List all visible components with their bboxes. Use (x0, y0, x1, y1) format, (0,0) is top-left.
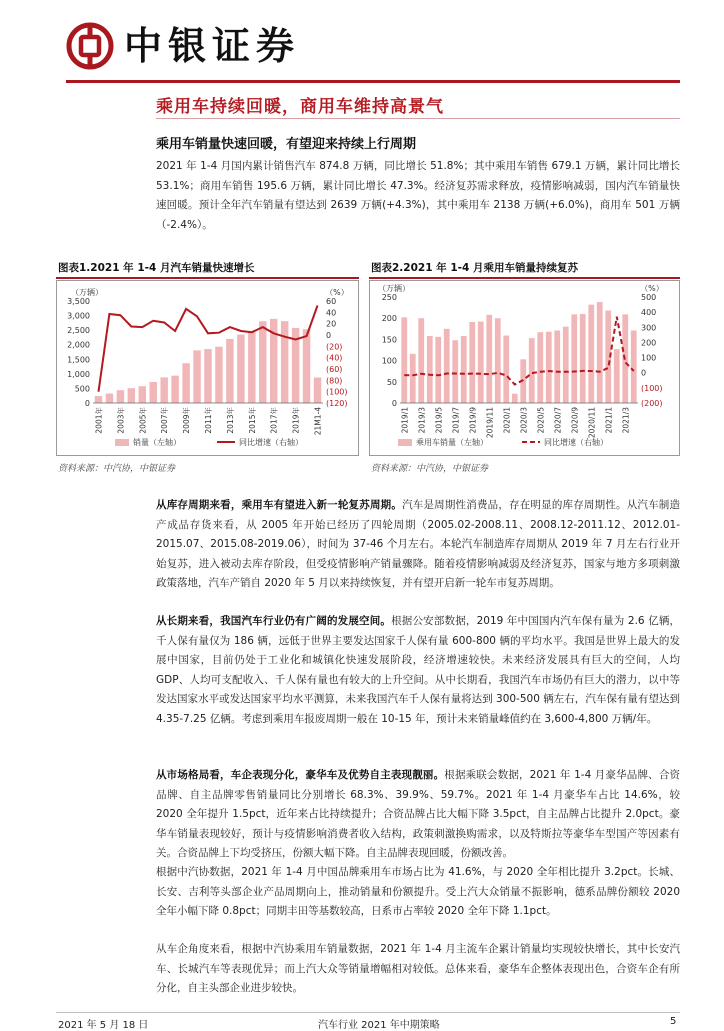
bar (259, 321, 266, 403)
right-axis-tick-label: (100) (641, 383, 663, 393)
right-axis-tick-label: (60) (326, 365, 343, 374)
x-axis-tick-label: 2005年 (138, 407, 148, 434)
page-header (66, 14, 680, 84)
right-axis-tick-label: 60 (326, 297, 337, 306)
legend-bar-label: 销量（左轴） (133, 438, 181, 447)
bar (303, 329, 310, 403)
bar (128, 388, 135, 403)
x-axis-tick-label: 2020/3 (519, 407, 529, 434)
figure-2-title: 图表2.2021 年 1-4 月乘用车销量持续复苏 (371, 262, 578, 274)
left-axis-tick-label: 2,000 (67, 340, 90, 350)
right-axis-tick-label: (200) (641, 399, 663, 408)
bar (204, 349, 211, 403)
bar (597, 302, 603, 403)
figure-2-frame (369, 280, 680, 456)
bar (563, 327, 569, 403)
header-divider (66, 80, 680, 83)
bar (182, 363, 189, 403)
bar (95, 396, 102, 403)
left-axis-tick-label: 200 (381, 314, 397, 324)
bar (117, 390, 124, 403)
figure-1-rule (56, 277, 359, 279)
left-axis-tick-label: 2,500 (67, 326, 90, 336)
bar (452, 340, 458, 403)
left-axis-unit: （万辆） (378, 284, 410, 293)
legend-bar-swatch (398, 439, 412, 446)
bar (427, 336, 433, 403)
paragraph-inventory-cycle (156, 496, 680, 594)
bar (503, 336, 509, 403)
subheading: 乘用车销量快速回暖，有望迎来持续上行周期 (156, 137, 417, 152)
brand-name: 中银证券 (124, 23, 301, 68)
bar (588, 305, 594, 403)
x-axis-tick-label: 2017年 (269, 407, 279, 434)
right-axis-unit: （%） (325, 288, 349, 297)
right-axis-tick-label: 200 (641, 338, 657, 348)
paragraph-lead: 从库存周期来看，乘用车有望进入新一轮复苏周期。 (156, 499, 403, 511)
legend-bar-swatch (115, 439, 129, 446)
left-axis-tick-label: 250 (381, 293, 397, 302)
right-axis-tick-label: 400 (641, 308, 657, 318)
x-axis-tick-label: 2019/5 (434, 407, 444, 434)
bar (580, 314, 586, 403)
figure-1-title: 图表1.2021 年 1-4 月汽车销量快速增长 (58, 262, 255, 274)
bar (314, 378, 321, 404)
right-axis-tick-label: 0 (641, 368, 647, 378)
bar (546, 332, 552, 403)
left-axis-tick-label: 3,000 (67, 311, 90, 321)
footer-date: 2021 年 5 月 18 日 (58, 1020, 149, 1031)
bar (614, 349, 620, 403)
paragraph-text: 根据公安部数据，2019 年中国国内汽车保有量为 2.6 亿辆，千人保有量仅为 186 辆，远低于世界主要发达国家千人保有量 600-800 辆的平均水平。我国是世界上最大的发展中国家，目前仍处于工业化和城镇化快速发展阶段，经济增速较快。未来经济发展具有巨大的空间，人均 GDP、人均可支配收入、千人保有量也有较大的上升空间。从中长期看，我国汽车市场仍有巨大的潜力，以中等发达国家水平或发达国家平均水平测算，未来我国汽车千人保有量将达到 300-500 辆左右，汽车保有量有望达到 4.35-7.25 亿辆。考虑到乘用车报废周期一般在 10-15 年，预计未来销量峰值约在 3,600-4,800 万辆/年。 (156, 615, 681, 725)
left-axis-tick-label: 50 (386, 377, 397, 387)
paragraph-text: 从车企角度来看，根据中汽协乘用车销量数据，2021 年 1-4 月主流车企累计销量均实现较快增长，其中长安汽车、长城汽车等表现优异；而上汽大众等销量增幅相对较低。总体来看，豪华车企整体表现出色，合资车企有所分化，自主头部企业进步较快。 (156, 943, 680, 994)
paragraph-text: 根据中汽协数据，2021 年 1-4 月中国品牌乘用车市场占比为 41.6%，与 2020 全年相比提升 3.2pct。长城、长安、吉利等头部企业产品周期向上，推动销量和份额提升。受上汽大众销量不振影响，德系品牌份额较 2020 全年小幅下降 0.8pct；同期丰田等基数较高，日系市占率较 2020 全年下降 1.1pct。 (156, 866, 680, 917)
x-axis-tick-label: 2019/9 (468, 407, 478, 434)
bar (237, 335, 244, 403)
bar (410, 354, 416, 403)
footer-report-title: 汽车行业 2021 年中期策略 (318, 1020, 440, 1031)
bar (444, 329, 450, 403)
section-title-divider (156, 118, 680, 119)
right-axis-tick-label: 20 (326, 319, 337, 329)
bar (512, 394, 518, 403)
bar (537, 332, 543, 403)
left-axis-tick-label: 1,500 (67, 355, 90, 365)
right-axis-tick-label: 300 (641, 323, 657, 333)
bar (631, 330, 637, 403)
bar (215, 347, 222, 403)
right-axis-tick-label: 500 (641, 293, 657, 302)
x-axis-tick-label: 2020/9 (570, 407, 580, 434)
section-title: 乘用车持续回暖，商用车维持高景气 (156, 97, 444, 117)
chart-1 (57, 281, 358, 455)
right-axis-unit: （%） (640, 284, 664, 293)
bar (139, 386, 146, 403)
x-axis-tick-label: 2003年 (116, 407, 126, 434)
bar (529, 338, 535, 403)
left-axis-tick-label: 100 (381, 356, 397, 366)
x-axis-tick-label: 2020/11 (587, 407, 597, 439)
x-axis-tick-label: 21M1-4 (313, 407, 323, 436)
paragraph-automakers (156, 940, 680, 999)
bar (554, 330, 560, 403)
bar (226, 339, 233, 403)
x-axis-tick-label: 2020/7 (553, 407, 563, 434)
x-axis-tick-label: 2015年 (247, 407, 257, 434)
x-axis-tick-label: 2020/1 (502, 407, 512, 434)
bar (171, 376, 178, 403)
left-axis-tick-label: 500 (74, 384, 90, 394)
x-axis-tick-label: 2011年 (204, 407, 213, 434)
right-axis-tick-label: (40) (326, 353, 343, 363)
chart-2 (370, 281, 679, 455)
paragraph-lead: 从市场格局看，车企表现分化，豪华车及优势自主表现靓丽。 (156, 769, 445, 781)
bar (150, 382, 157, 403)
left-axis-tick-label: 3,500 (67, 297, 90, 306)
right-axis-tick-label: (100) (326, 387, 348, 397)
bar (401, 317, 407, 403)
right-axis-tick-label: 40 (326, 308, 337, 318)
bar (281, 321, 288, 403)
bar (160, 377, 167, 403)
x-axis-tick-label: 2001年 (94, 407, 104, 434)
bar (193, 350, 200, 403)
figure-2-source: 资料来源：中汽协，中银证券 (371, 464, 489, 474)
bar (418, 318, 424, 403)
left-axis-tick-label: 0 (391, 399, 397, 408)
left-axis-tick-label: 0 (84, 399, 90, 408)
bar (478, 322, 484, 403)
paragraph-brand-share (156, 863, 680, 922)
right-axis-tick-label: (20) (326, 342, 343, 352)
footer-page-number: 5 (670, 1016, 677, 1027)
bar (461, 336, 467, 403)
legend-bar-label: 乘用车销量（左轴） (416, 438, 488, 447)
x-axis-tick-label: 2021/3 (621, 407, 631, 434)
left-axis-tick-label: 1,000 (67, 369, 90, 379)
right-axis-tick-label: (120) (326, 399, 348, 408)
x-axis-tick-label: 2009年 (182, 407, 192, 434)
paragraph-long-term (156, 612, 680, 729)
bar (469, 322, 475, 403)
right-axis-tick-label: 100 (641, 353, 657, 363)
bar (486, 315, 492, 403)
figure-2-rule (369, 277, 680, 279)
x-axis-tick-label: 2007年 (160, 407, 170, 434)
paragraph-market-structure (156, 766, 680, 864)
bar (495, 318, 501, 403)
intro-paragraph: 2021 年 1-4 月国内累计销售汽车 874.8 万辆，同比增长 51.8%；其中乘用车销售 679.1 万辆，累计同比增长 53.1%；商用车销售 195.6 万辆，累计同比增长 47.3%。经济复苏需求释放，疫情影响减弱，国内汽车销量快速回暖。预计全年汽车销量有望达到 2639 万辆(+4.3%)，其中乘用车 2138 万辆(+6.0%)，商用车 501 万辆（-2.4%）。 (156, 160, 680, 231)
paragraph-text: 根据乘联会数据，2021 年 1-4 月豪华品牌、合资品牌、自主品牌零售销量同比分别增长 68.3%、39.9%、59.7%。2021 年 1-4 月豪华车占比 14.6%，较 2020 全年提升 1.5pct，近年来占比持续提升；合资品牌占比大幅下降 3.5pct，自主品牌占比提升 2.0pct。豪华车销量表现较好，预计与疫情影响消费者收入结构，政策刺激换购需求，以及特斯拉等豪华车型国产等因素有关。合资品牌上下均受挤压，份额大幅下降。自主品牌表现回暖，份额改善。 (156, 769, 680, 859)
x-axis-tick-label: 2019/3 (417, 407, 427, 434)
paragraph-lead: 从长期来看，我国汽车行业仍有广阔的发展空间。 (156, 615, 392, 627)
x-axis-tick-label: 2019年 (291, 407, 301, 434)
figure-1-frame (56, 280, 359, 456)
bar (435, 337, 441, 403)
x-axis-tick-label: 2013年 (225, 407, 235, 434)
left-axis-tick-label: 150 (381, 335, 397, 345)
legend-line-label: 同比增速（右轴） (544, 438, 608, 447)
x-axis-tick-label: 2021/1 (604, 407, 614, 434)
right-axis-tick-label: (80) (326, 376, 343, 386)
x-axis-tick-label: 2020/5 (536, 407, 546, 434)
bar (106, 394, 113, 403)
figure-1-source: 资料来源：中汽协，中银证券 (58, 464, 176, 474)
paragraph-text: 汽车是周期性消费品，存在明显的库存周期性。从汽车制造产成品存货来看，从 2005 年开始已经历了四轮周期（2005.02-2008.11、2008.12-2011.12、2012.01-2015.07、2015.08-2019.06），时间为 37-46 个月左右。本轮汽车制造库存周期从 2019 年 7 月左右行业开始复苏，进入被动去库存阶段，但受疫情影响产销量骤降。随着疫情影响减弱及经济复苏，国家与地方多项刺激政策落地，汽车产销自 2020 年 5 月以来持续恢复，并有望开启新一轮车市复苏周期。 (156, 499, 681, 589)
x-axis-tick-label: 2019/11 (485, 407, 495, 439)
footer-divider (56, 1012, 680, 1013)
right-axis-tick-label: 0 (326, 331, 332, 340)
x-axis-tick-label: 2019/7 (451, 407, 461, 434)
left-axis-unit: （万辆） (71, 288, 103, 297)
bar (571, 314, 577, 403)
bar (248, 331, 255, 403)
bank-of-china-logo-icon (66, 22, 114, 70)
x-axis-tick-label: 2019/1 (400, 407, 410, 434)
legend-line-label: 同比增速（右轴） (239, 438, 303, 447)
